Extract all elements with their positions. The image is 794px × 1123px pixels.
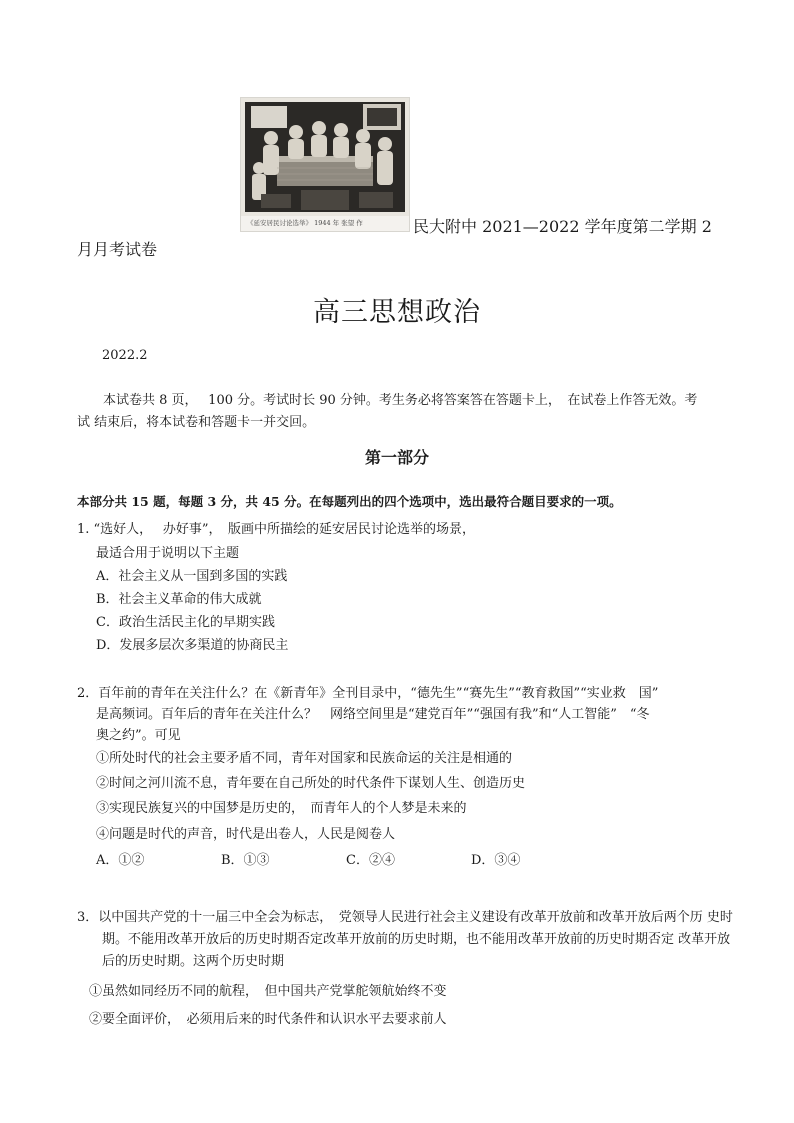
exam-title-part1: 民大附中 2021—2022 学年度第二学期 2	[413, 217, 712, 236]
notice-line: 本试卷共 8 页， 100 分。考试时长 90 分钟。考生务必将答案答在答题卡上， 在试卷上作答无效。考	[103, 393, 698, 408]
image-caption: 《延安居民讨论选举》 1944 年 张望 作	[247, 219, 363, 227]
question-2-option-b: B．①③	[221, 853, 270, 868]
question-3-statement-1: ①虽然如同经历不同的航程， 但中国共产党掌舵领航始终不变	[89, 984, 447, 999]
part-instructions: 本部分共 15 题，每题 3 分，共 45 分。在每题列出的四个选项中，选出最符合题目要求的一项。	[77, 494, 622, 509]
question-3-stem-line: 期。不能用改革开放后的历史时期否定改革开放前的历史时期，也不能用改革开放前的历史时期否定 改革开放	[102, 932, 731, 947]
question-1-option-a: A．社会主义从一国到多国的实践	[96, 569, 288, 584]
woodcut-illustration	[240, 97, 410, 232]
question-2-stem-line: 奥之约”。可见	[96, 728, 181, 743]
exam-title-part2: 月月考试卷	[77, 240, 158, 259]
question-3-stem-line: 后的历史时期。这两个历史时期	[102, 954, 285, 969]
question-3-stem-line: 3．以中国共产党的十一届三中全会为标志， 党领导人民进行社会主义建设有改革开放前和改革开放后两个历 史时	[77, 910, 733, 925]
question-2-statement-1: ①所处时代的社会主要矛盾不同，青年对国家和民族命运的关注是相通的	[96, 751, 513, 766]
question-1-option-c: C．政治生活民主化的早期实践	[96, 615, 275, 630]
question-2-stem-line: 2．百年前的青年在关注什么？在《新青年》全刊目录中，“德先生”“赛先生”“教育救国”“实业救 国”	[77, 686, 659, 701]
question-2-statement-2: ②时间之河川流不息，青年要在自己所处的时代条件下谋划人生、创造历史	[96, 776, 526, 791]
question-2-option-c: C．②④	[346, 853, 395, 868]
question-2-options	[96, 849, 596, 868]
question-2-option-d: D．③④	[471, 853, 521, 868]
exam-notice	[77, 390, 727, 434]
question-1-option-d: D．发展多层次多渠道的协商民主	[96, 638, 289, 653]
question-3-statement-2: ②要全面评价， 必须用后来的时代条件和认识水平去要求前人	[89, 1012, 447, 1027]
woodcut-scene-image	[241, 98, 409, 216]
question-2-statement-4: ④问题是时代的声音，时代是出卷人，人民是阅卷人	[96, 827, 396, 842]
subject-title: 高三思想政治	[313, 297, 481, 328]
notice-line: 试 结束后，将本试卷和答题卡一并交回。	[77, 415, 316, 430]
section-title: 第一部分	[364, 448, 429, 467]
exam-date: 2022.2	[102, 348, 148, 363]
question-1-stem-line: 最适合用于说明以下主题	[96, 546, 240, 561]
question-1-stem-line: 1. “选好人， 办好事”， 版画中所描绘的延安居民讨论选举的场景，	[77, 522, 475, 537]
question-2-statement-3: ③实现民族复兴的中国梦是历史的， 而青年人的个人梦是未来的	[96, 801, 467, 816]
question-2-stem-line: 是高频词。百年后的青年在关注什么？ 网络空间里是“建党百年”“强国有我”和“人工智能” “冬	[96, 707, 650, 722]
question-2-option-a: A．①②	[96, 853, 145, 868]
question-1-option-b: B．社会主义革命的伟大成就	[96, 592, 262, 607]
